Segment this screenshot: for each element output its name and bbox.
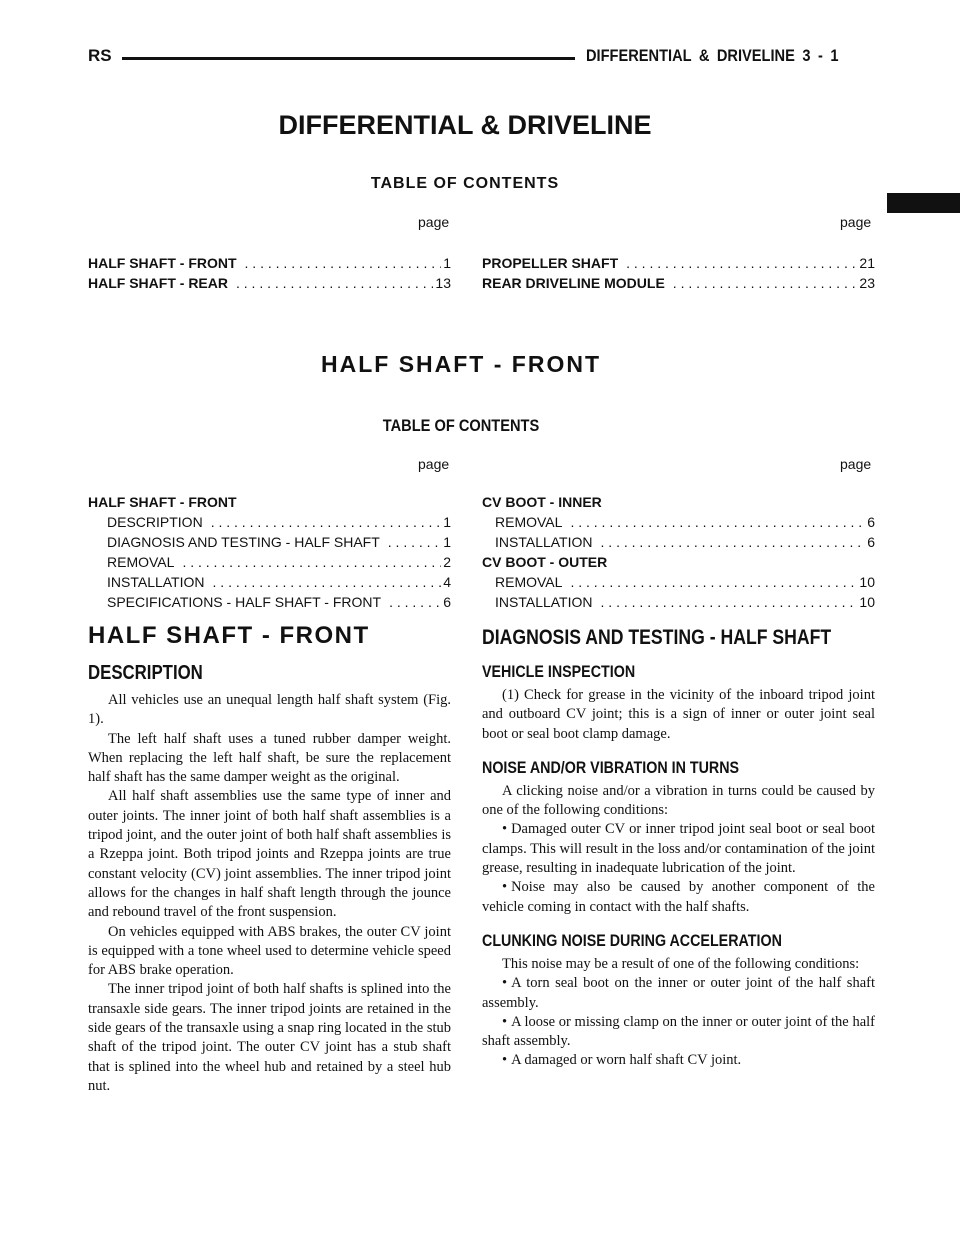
section-thumb-tab [887, 193, 960, 213]
page-title: DIFFERENTIAL & DRIVELINE [278, 110, 652, 140]
toc-entry-label: SPECIFICATIONS - HALF SHAFT - FRONT [107, 594, 382, 610]
toc-entry-label: INSTALLATION [495, 534, 593, 550]
toc-page-label-left: page [418, 214, 450, 230]
toc-leader-dots [562, 574, 857, 590]
toc-leader-dots [380, 534, 441, 550]
bullet-text: Damaged outer CV or inner tripod joint seal boot or seal boot clamps. This will result in the loss and/or contamination of the joint grease, resulting in inadequate lubrication of the joint. [482, 821, 875, 877]
toc-entry-page: 4 [443, 574, 451, 590]
toc-entry-label: REMOVAL [495, 514, 563, 530]
toc-leader-dots [381, 594, 441, 610]
body-column-right [482, 622, 875, 1071]
toc-page-label-right: page [840, 456, 872, 472]
toc-leader-dots [593, 594, 858, 610]
toc-entry-page: 6 [867, 534, 875, 550]
toc-leader-dots [237, 255, 442, 271]
toc-page-label-left: page [418, 456, 450, 472]
running-header-right: DIFFERENTIAL & DRIVELINE 3 - 1 [586, 46, 839, 65]
toc-entry-page: 1 [443, 255, 451, 271]
bullet-icon: • [502, 975, 508, 992]
body-section-heading: HALF SHAFT - FRONT [88, 622, 370, 649]
bullet-icon: • [502, 1052, 508, 1069]
toc-entry-page: 23 [859, 275, 875, 291]
paragraph: All vehicles use an unequal length half shaft system (Fig. 1). [88, 692, 451, 728]
toc-group-heading: HALF SHAFT - FRONT [88, 494, 237, 510]
toc-leader-dots [618, 255, 857, 271]
paragraph: On vehicles equipped with ABS brakes, the outer CV joint is equipped with a tone wheel used to determine vehicle speed for ABS brake operation. [88, 923, 451, 979]
toc-entry-page: 1 [443, 514, 451, 530]
toc-entry-label: REMOVAL [107, 554, 175, 570]
toc-leader-dots [203, 514, 442, 530]
toc-entry-page: 6 [867, 514, 875, 530]
toc-leader-dots [174, 554, 441, 570]
toc-entry[interactable] [107, 534, 451, 550]
toc-entry-label: PROPELLER SHAFT [482, 255, 619, 271]
toc-leader-dots [562, 514, 865, 530]
vehicle-inspection-heading: VEHICLE INSPECTION [482, 662, 636, 681]
toc-entry[interactable] [107, 594, 451, 610]
toc-entry-page: 2 [443, 554, 451, 570]
toc-entry[interactable] [88, 255, 451, 271]
paragraph: A clicking noise and/or a vibration in turns could be caused by one of the following conditions: [482, 782, 875, 819]
toc-entry[interactable] [495, 594, 875, 610]
noise-heading: NOISE AND/OR VIBRATION IN TURNS [482, 757, 740, 777]
toc-entry-label: INSTALLATION [107, 574, 205, 590]
toc-entry-label: REMOVAL [495, 574, 563, 590]
toc-group-heading: CV BOOT - INNER [482, 494, 602, 510]
paragraph: (1) Check for grease in the vicinity of the inboard tripod joint and outboard CV joint; this is a sign of inner or outer joint seal boot or seal boot clamp damage. [482, 687, 875, 742]
bullet-item [482, 1013, 875, 1052]
toc-entry[interactable] [495, 574, 875, 590]
toc-entry[interactable] [495, 534, 875, 550]
toc-entry-label: HALF SHAFT - REAR [88, 275, 228, 291]
toc-entry-page: 10 [859, 574, 875, 590]
toc-entry-label: INSTALLATION [495, 594, 593, 610]
toc-entry[interactable] [482, 255, 875, 271]
toc-entry[interactable] [107, 514, 451, 530]
bullet-icon: • [502, 821, 508, 838]
toc-entry[interactable] [107, 574, 451, 590]
paragraph: All half shaft assemblies use the same type of inner and outer joints. The inner joint of both half shaft assemblies is a tripod joint, and the outer joint of both half shaft assemblies is a Rzeppa joint. Both tripod joints and Rzeppa joints are true constant velocity (CV) joint assemblies. The inner tripod joint allows for the changes in half shaft length through the jounce and rebound travel of the front suspension. [88, 788, 451, 921]
bullet-item [482, 974, 875, 1013]
paragraph: The left half shaft uses a tuned rubber damper weight. When replacing the left half shaft, be sure the replacement half shaft has the same damper weight as the original. [88, 730, 451, 786]
paragraph: The inner tripod joint of both half shafts is splined into the transaxle side gears. The inner tripod joints are retained in the side gears of the transaxle using a snap ring located in the stub shaft of the tripod joint. The outer CV joint has a stub shaft that is splined into the wheel hub and retained by a steel hub nut. [88, 981, 451, 1094]
toc-entry-page: 13 [435, 275, 451, 291]
bullet-item [482, 820, 875, 878]
bullet-text: A loose or missing clamp on the inner or outer joint of the half shaft assembly. [482, 1013, 875, 1050]
clunk-heading: CLUNKING NOISE DURING ACCELERATION [482, 930, 782, 950]
toc-group-heading: CV BOOT - OUTER [482, 554, 608, 570]
toc-page-label-right: page [840, 214, 872, 230]
toc-entry[interactable] [107, 554, 451, 570]
description-heading: DESCRIPTION [88, 662, 203, 684]
bullet-icon: • [502, 879, 508, 896]
toc-leader-dots [205, 574, 442, 590]
toc-entry[interactable] [88, 275, 451, 291]
toc-leader-dots [593, 534, 866, 550]
toc-entry-page: 6 [443, 594, 451, 610]
paragraph: This noise may be a result of one of the following conditions: [502, 955, 860, 972]
bullet-item [482, 878, 875, 917]
section-toc-heading: TABLE OF CONTENTS [382, 416, 540, 435]
body-column-left [88, 622, 451, 1096]
toc-heading: TABLE OF CONTENTS [370, 175, 560, 192]
toc-entry-page: 10 [859, 594, 875, 610]
toc-entry-label: DESCRIPTION [107, 514, 203, 530]
toc-leader-dots [228, 275, 433, 291]
toc-entry[interactable] [495, 514, 875, 530]
toc-entry-page: 21 [859, 255, 875, 271]
toc-leader-dots [665, 275, 858, 291]
toc-entry-label: HALF SHAFT - FRONT [88, 255, 237, 271]
header-rule [122, 57, 575, 60]
diagnosis-heading: DIAGNOSIS AND TESTING - HALF SHAFT [482, 626, 832, 649]
toc-entry[interactable] [482, 275, 875, 291]
section-title: HALF SHAFT - FRONT [320, 351, 601, 377]
bullet-item [482, 1051, 875, 1070]
running-header-left: RS [88, 46, 112, 65]
bullet-icon: • [502, 1013, 508, 1030]
toc-entry-label: DIAGNOSIS AND TESTING - HALF SHAFT [107, 534, 380, 550]
toc-entry-page: 1 [443, 534, 451, 550]
bullet-text: A damaged or worn half shaft CV joint. [511, 1052, 742, 1069]
bullet-text: A torn seal boot on the inner or outer joint of the half shaft assembly. [482, 975, 875, 1011]
bullet-text: Noise may also be caused by another component of the vehicle coming in contact with the half shafts. [482, 879, 875, 915]
toc-entry-label: REAR DRIVELINE MODULE [482, 275, 665, 291]
